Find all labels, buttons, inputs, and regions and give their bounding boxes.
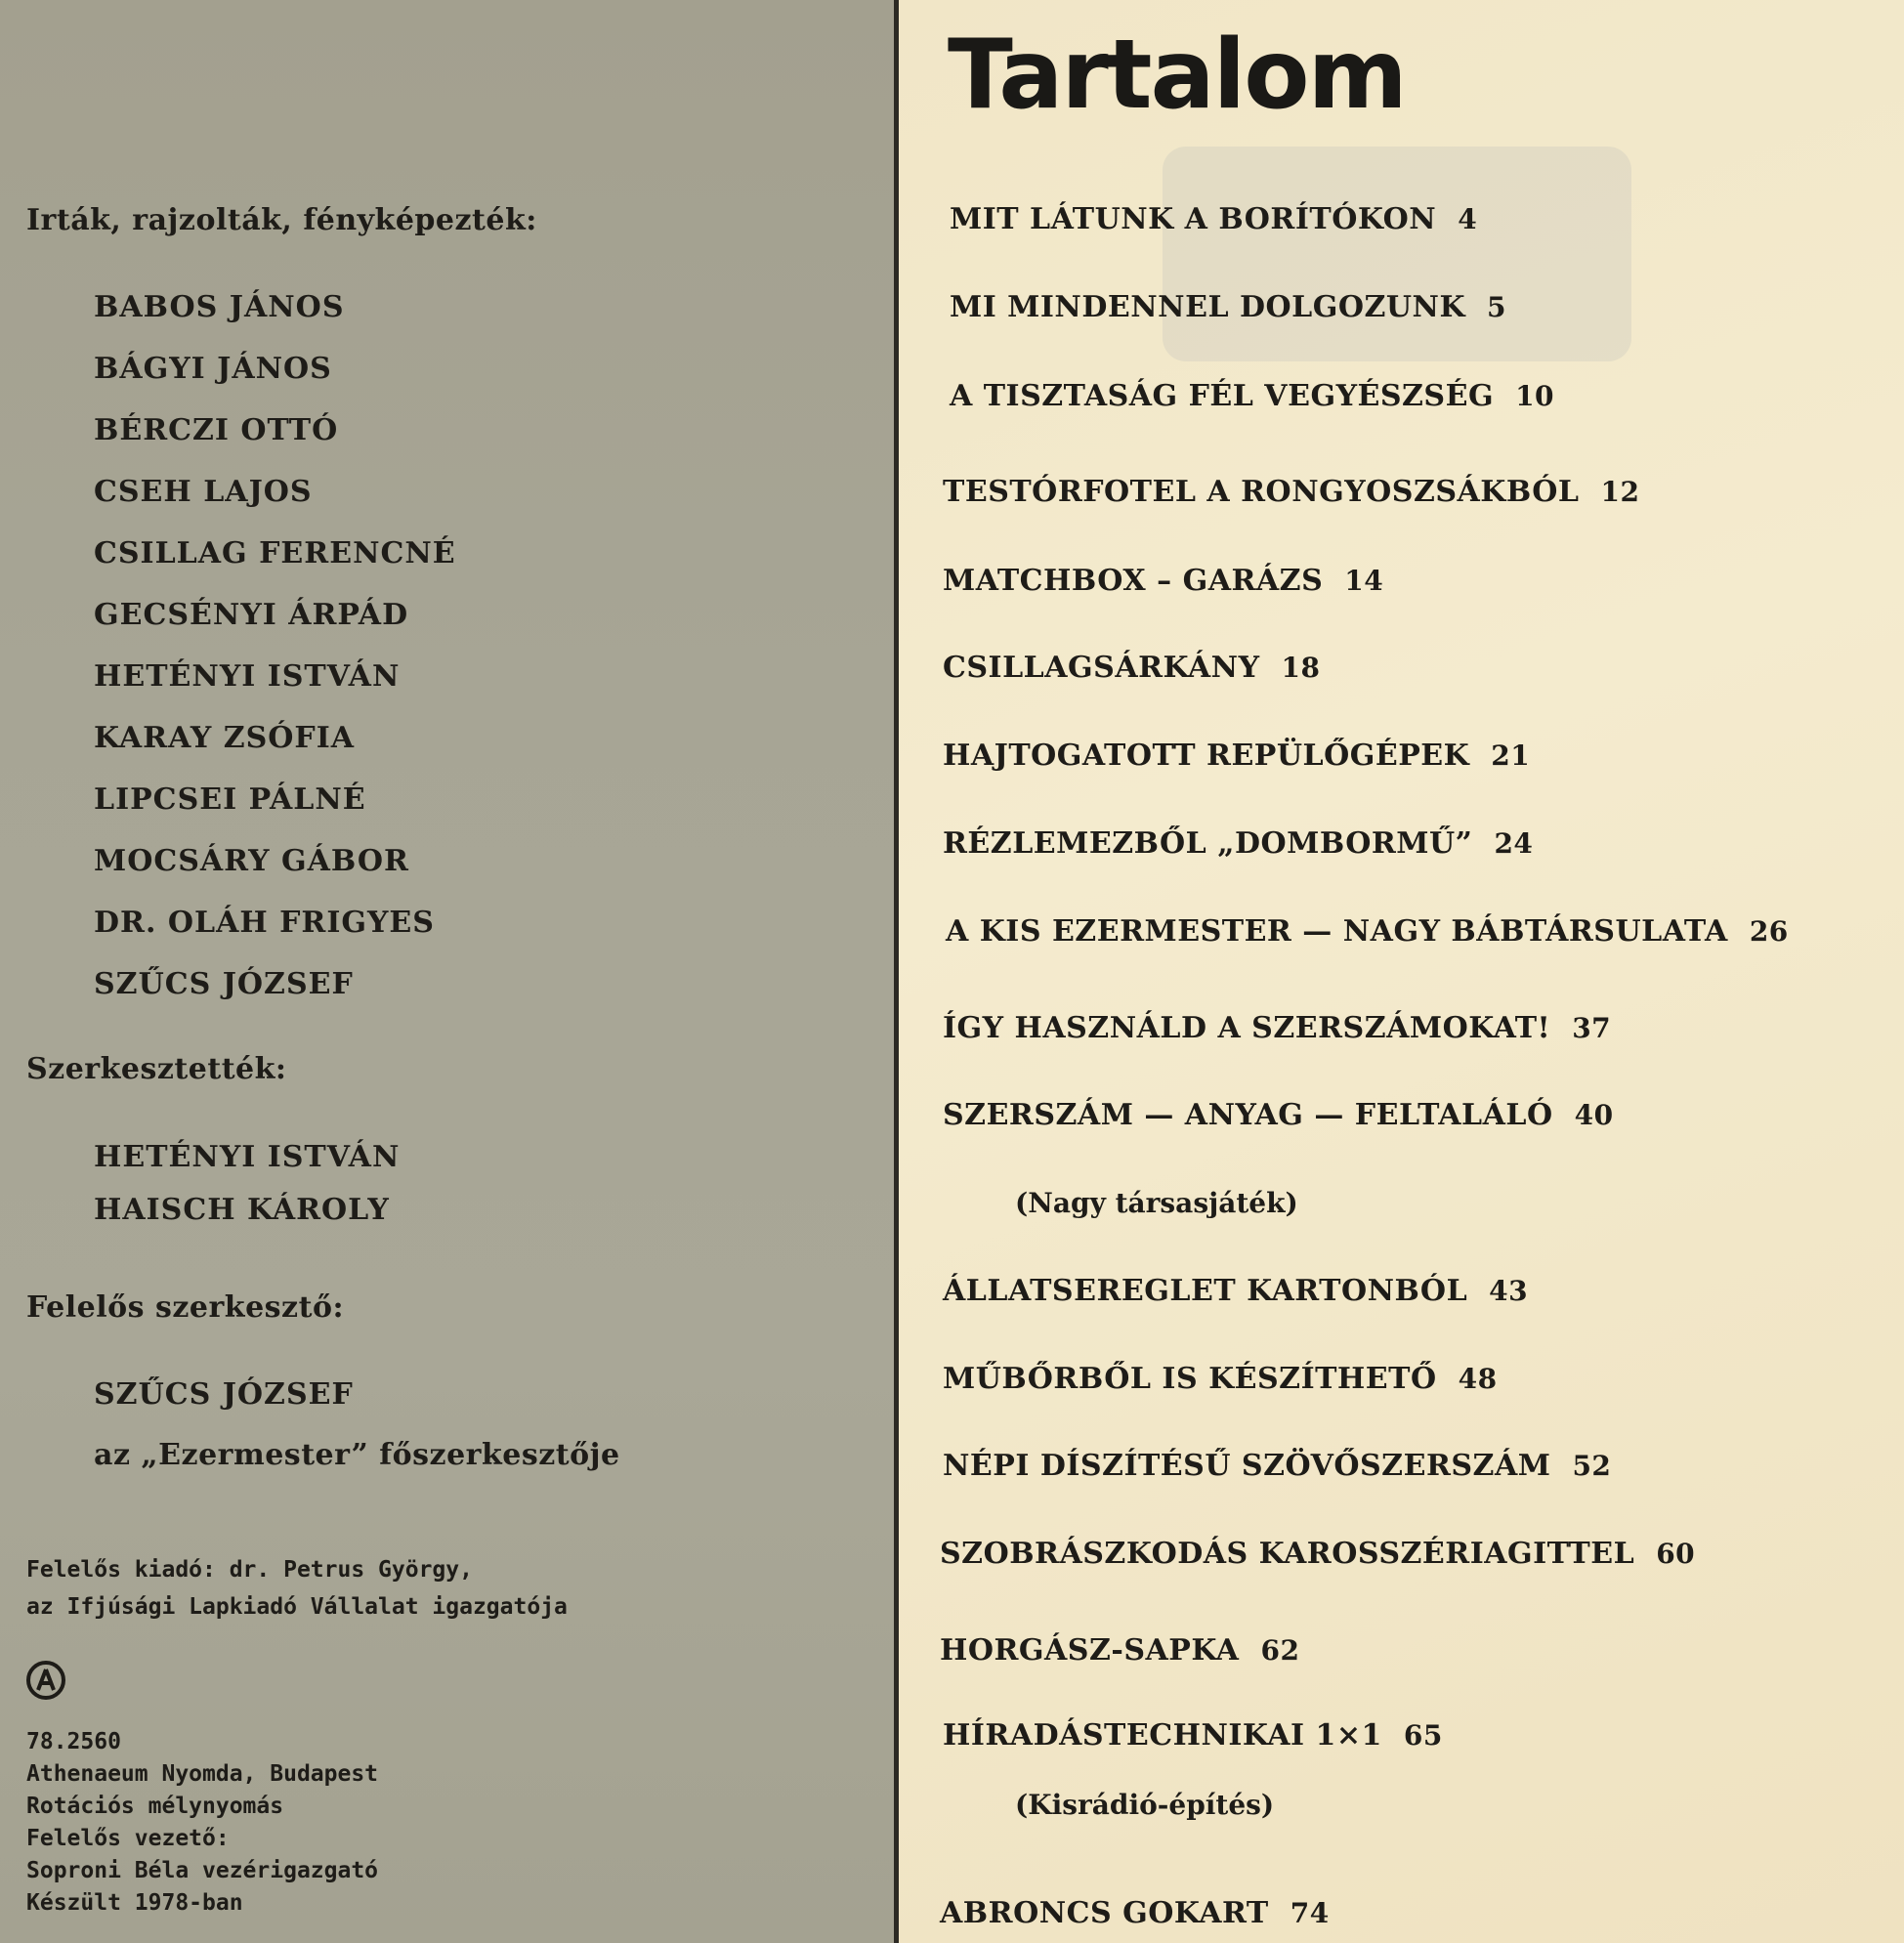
publisher-line: az Ifjúsági Lapkiadó Vállalat igazgatója bbox=[26, 1594, 568, 1620]
toc-entry bbox=[943, 1718, 1443, 1753]
toc-entry bbox=[943, 1274, 1528, 1308]
toc-entry bbox=[943, 564, 1383, 598]
toc-entry-page: 26 bbox=[1749, 915, 1789, 948]
toc-entry-title: SZOBRÁSZKODÁS KAROSSZÉRIAGITTEL bbox=[940, 1537, 1635, 1571]
toc-entry bbox=[943, 1362, 1498, 1396]
toc-entry-title: TESTÓRFOTEL A RONGYOSZSÁKBÓL bbox=[943, 475, 1580, 509]
author-name: BABOS JÁNOS bbox=[94, 290, 345, 324]
toc-entry bbox=[943, 651, 1320, 685]
toc-entry-page: 60 bbox=[1656, 1538, 1696, 1570]
editor-name: HAISCH KÁROLY bbox=[94, 1193, 390, 1227]
author-name: MOCSÁRY GÁBOR bbox=[94, 844, 409, 878]
toc-entry-title: HORGÁSZ-SAPKA bbox=[940, 1633, 1240, 1668]
toc-entry-page: 18 bbox=[1281, 652, 1321, 684]
toc-entry bbox=[950, 379, 1554, 413]
toc-entry-title: A KIS EZERMESTER — NAGY BÁBTÁRSULATA bbox=[946, 914, 1728, 949]
print-line: 78.2560 bbox=[26, 1729, 121, 1754]
author-name: CSEH LAJOS bbox=[94, 475, 313, 509]
toc-entry-page: 65 bbox=[1403, 1719, 1443, 1752]
author-name: LIPCSEI PÁLNÉ bbox=[94, 782, 366, 817]
authors-heading: Irták, rajzolták, fényképezték: bbox=[26, 203, 537, 237]
toc-entry-title: HÍRADÁSTECHNIKAI 1×1 bbox=[943, 1718, 1382, 1753]
toc-entry-page: 5 bbox=[1487, 291, 1507, 323]
toc-entry-title: NÉPI DÍSZÍTÉSŰ SZÖVŐSZERSZÁM bbox=[943, 1449, 1551, 1483]
toc-entry bbox=[943, 1011, 1611, 1045]
chief-editor-name: SZŰCS JÓZSEF bbox=[94, 1377, 354, 1412]
toc-entry-title: HAJTOGATOTT REPÜLŐGÉPEK bbox=[943, 739, 1470, 773]
toc-entry-title: ABRONCS GOKART bbox=[940, 1896, 1269, 1930]
toc-title: Tartalom bbox=[948, 20, 1406, 131]
toc-entry bbox=[940, 1537, 1695, 1571]
print-line: Készült 1978-ban bbox=[26, 1890, 243, 1916]
toc-entry-page: 4 bbox=[1458, 203, 1478, 235]
toc-entry-page: 37 bbox=[1572, 1012, 1612, 1044]
toc-entry-page: 52 bbox=[1572, 1450, 1612, 1482]
toc-entry-page: 12 bbox=[1600, 476, 1640, 508]
author-name: BÉRCZI OTTÓ bbox=[94, 413, 339, 447]
toc-entry bbox=[950, 202, 1477, 236]
toc-entry-title: A TISZTASÁG FÉL VEGYÉSZSÉG bbox=[950, 379, 1495, 413]
toc-entry bbox=[946, 914, 1789, 949]
toc-entry-page: 40 bbox=[1574, 1099, 1614, 1131]
print-line: Soproni Béla vezérigazgató bbox=[26, 1858, 379, 1883]
toc-entry-page: 62 bbox=[1260, 1634, 1300, 1667]
toc-entry-title: CSILLAGSÁRKÁNY bbox=[943, 651, 1260, 685]
toc-entry-page: 48 bbox=[1458, 1363, 1498, 1395]
editors-heading: Szerkesztették: bbox=[26, 1052, 287, 1086]
toc-entry-title: MŰBŐRBŐL IS KÉSZÍTHETŐ bbox=[943, 1362, 1437, 1396]
toc-entry-title: MATCHBOX – GARÁZS bbox=[943, 564, 1324, 598]
toc-entry-page: 10 bbox=[1515, 380, 1555, 412]
chief-editor-role: az „Ezermester” főszerkesztője bbox=[94, 1438, 620, 1472]
toc-subtitle: (Kisrádió-építés) bbox=[1015, 1789, 1275, 1821]
author-name: GECSÉNYI ÁRPÁD bbox=[94, 598, 409, 632]
author-name: SZŰCS JÓZSEF bbox=[94, 967, 354, 1001]
toc-entry bbox=[943, 475, 1639, 509]
print-line: Felelős vezető: bbox=[26, 1826, 230, 1851]
print-line: Rotációs mélynyomás bbox=[26, 1794, 284, 1819]
publisher-logo bbox=[26, 1661, 65, 1700]
toc-entry bbox=[943, 826, 1533, 861]
toc-entry-title: ÍGY HASZNÁLD A SZERSZÁMOKAT! bbox=[943, 1011, 1551, 1045]
toc-entry-title: MI MINDENNEL DOLGOZUNK bbox=[950, 290, 1466, 324]
toc-entry bbox=[943, 1098, 1614, 1132]
author-name: HETÉNYI ISTVÁN bbox=[94, 659, 401, 694]
show-through-shape bbox=[1163, 147, 1631, 361]
toc-subtitle: (Nagy társasjáték) bbox=[1015, 1187, 1298, 1219]
toc-entry bbox=[940, 1633, 1299, 1668]
publisher-logo-icon bbox=[30, 1665, 62, 1696]
chief-editor-heading: Felelős szerkesztő: bbox=[26, 1290, 345, 1325]
author-name: KARAY ZSÓFIA bbox=[94, 721, 356, 755]
toc-entry bbox=[943, 1449, 1611, 1483]
toc-entry-page: 14 bbox=[1344, 565, 1384, 597]
editor-name: HETÉNYI ISTVÁN bbox=[94, 1140, 401, 1174]
toc-entry-title: RÉZLEMEZBŐL „DOMBORMŰ” bbox=[943, 826, 1473, 861]
toc-entry bbox=[940, 1896, 1330, 1930]
toc-entry-page: 43 bbox=[1489, 1275, 1529, 1307]
toc-entry-title: MIT LÁTUNK A BORÍTÓKON bbox=[950, 202, 1437, 236]
toc-entry-page: 21 bbox=[1491, 739, 1531, 772]
toc-entry bbox=[943, 739, 1530, 773]
toc-entry-title: ÁLLATSEREGLET KARTONBÓL bbox=[943, 1274, 1468, 1308]
author-name: CSILLAG FERENCNÉ bbox=[94, 536, 456, 570]
toc-entry-page: 74 bbox=[1290, 1897, 1330, 1929]
toc-entry-page: 24 bbox=[1494, 827, 1534, 860]
author-name: DR. OLÁH FRIGYES bbox=[94, 906, 435, 940]
publisher-line: Felelős kiadó: dr. Petrus György, bbox=[26, 1557, 473, 1583]
print-line: Athenaeum Nyomda, Budapest bbox=[26, 1761, 379, 1787]
author-name: BÁGYI JÁNOS bbox=[94, 352, 332, 386]
toc-entry bbox=[950, 290, 1506, 324]
toc-entry-title: SZERSZÁM — ANYAG — FELTALÁLÓ bbox=[943, 1098, 1553, 1132]
